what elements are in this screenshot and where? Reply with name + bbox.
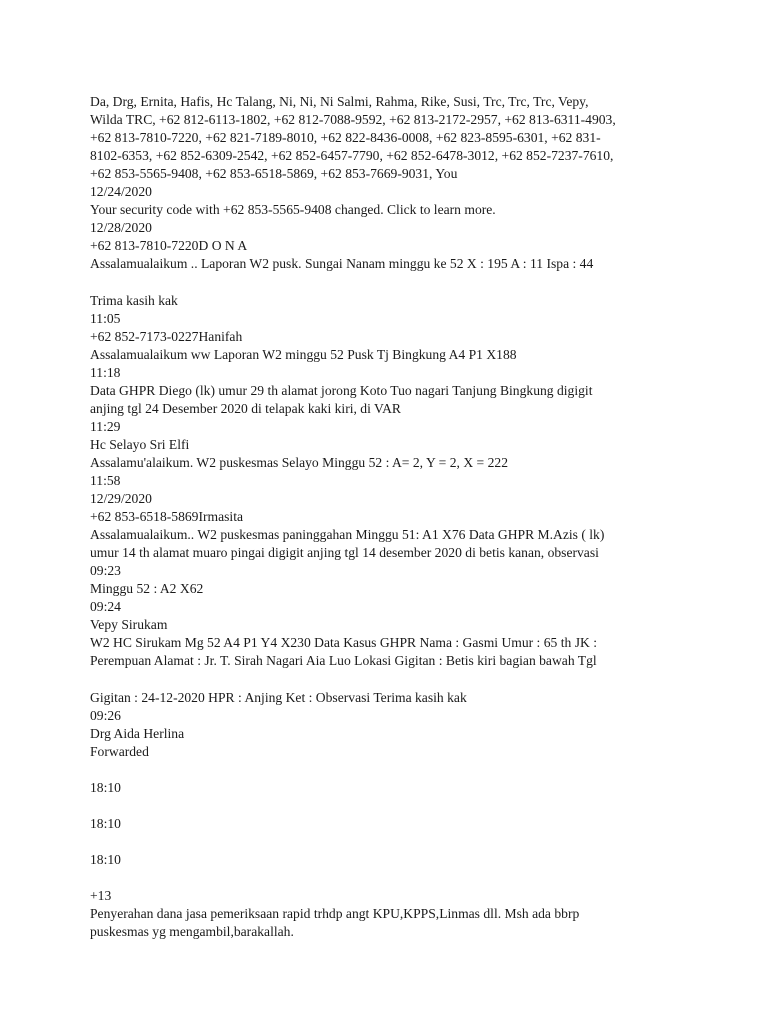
message-text: Minggu 52 : A2 X62 <box>90 581 204 597</box>
participants-line-5: +62 853-5565-9408, +62 853-6518-5869, +62 853-7669-9031, You <box>90 166 458 182</box>
message-text: puskesmas yg mengambil,barakallah. <box>90 924 294 940</box>
message-time: 18:10 <box>90 815 121 831</box>
message-time: 18:10 <box>90 779 121 795</box>
participants-line-2: Wilda TRC, +62 812-6113-1802, +62 812-7088-9592, +62 813-2172-2957, +62 813-6311-4903, <box>90 112 616 128</box>
message-text: Data GHPR Diego (lk) umur 29 th alamat jorong Koto Tuo nagari Tanjung Bingkung digigit <box>90 382 593 398</box>
message-text: Gigitan : 24-12-2020 HPR : Anjing Ket : Observasi Terima kasih kak <box>90 689 467 705</box>
message-text: W2 HC Sirukam Mg 52 A4 P1 Y4 X230 Data Kasus GHPR Nama : Gasmi Umur : 65 th JK : <box>90 635 597 651</box>
message-sender: +62 853-6518-5869Irmasita <box>90 509 244 525</box>
message-time: 09:23 <box>90 563 121 579</box>
participants-line-1: Da, Drg, Ernita, Hafis, Hc Talang, Ni, Ni, Ni Salmi, Rahma, Rike, Susi, Trc, Trc, Trc, Vepy, <box>90 94 589 109</box>
date-separator: 12/24/2020 <box>90 184 152 200</box>
system-message: Your security code with +62 853-5565-9408 changed. Click to learn more. <box>90 202 496 218</box>
message-text: Assalamualaikum .. Laporan W2 pusk. Sungai Nanam minggu ke 52 X : 195 A : 11 Ispa : 44 <box>90 256 594 272</box>
message-sender: +13 <box>90 888 112 904</box>
message-text: Penyerahan dana jasa pemeriksaan rapid trhdp angt KPU,KPPS,Linmas dll. Msh ada bbrp <box>90 906 580 922</box>
message-time: 11:18 <box>90 364 121 380</box>
blank-line <box>90 761 690 779</box>
forwarded-label: Forwarded <box>90 743 149 759</box>
blank-line <box>90 671 690 689</box>
message-text: Assalamualaikum.. W2 puskesmas paninggahan Minggu 51: A1 X76 Data GHPR M.Azis ( lk) <box>90 527 605 543</box>
message-text: Perempuan Alamat : Jr. T. Sirah Nagari Aia Luo Lokasi Gigitan : Betis kiri bagian bawah Tgl <box>90 653 597 669</box>
message-text: Assalamu'alaikum. W2 puskesmas Selayo Minggu 52 : A= 2, Y = 2, X = 222 <box>90 454 509 470</box>
participants-line-3: +62 813-7810-7220, +62 821-7189-8010, +62 822-8436-0008, +62 823-8595-6301, +62 831- <box>90 130 601 146</box>
chat-export-document <box>90 93 690 941</box>
message-text: Trima kasih kak <box>90 292 178 308</box>
message-time: 09:24 <box>90 599 121 615</box>
message-sender: Drg Aida Herlina <box>90 725 185 741</box>
blank-line <box>90 869 690 887</box>
message-text: umur 14 th alamat muaro pingai digigit anjing tgl 14 desember 2020 di betis kanan, observasi <box>90 545 599 561</box>
message-time: 11:05 <box>90 310 121 326</box>
message-sender: +62 813-7810-7220D O N A <box>90 238 248 254</box>
date-separator: 12/28/2020 <box>90 220 152 236</box>
message-time: 18:10 <box>90 851 121 867</box>
blank-line <box>90 797 690 815</box>
message-text: Assalamualaikum ww Laporan W2 minggu 52 Pusk Tj Bingkung A4 P1 X188 <box>90 346 517 362</box>
blank-line <box>90 833 690 851</box>
message-sender: Hc Selayo Sri Elfi <box>90 436 190 452</box>
message-time: 09:26 <box>90 707 121 723</box>
blank-line <box>90 273 690 291</box>
date-separator: 12/29/2020 <box>90 491 152 507</box>
participants-line-4: 8102-6353, +62 852-6309-2542, +62 852-6457-7790, +62 852-6478-3012, +62 852-7237-7610, <box>90 148 614 164</box>
message-time: 11:58 <box>90 472 121 488</box>
message-sender: Vepy Sirukam <box>90 617 168 633</box>
message-text: anjing tgl 24 Desember 2020 di telapak kaki kiri, di VAR <box>90 400 401 416</box>
message-time: 11:29 <box>90 418 121 434</box>
message-sender: +62 852-7173-0227Hanifah <box>90 328 243 344</box>
